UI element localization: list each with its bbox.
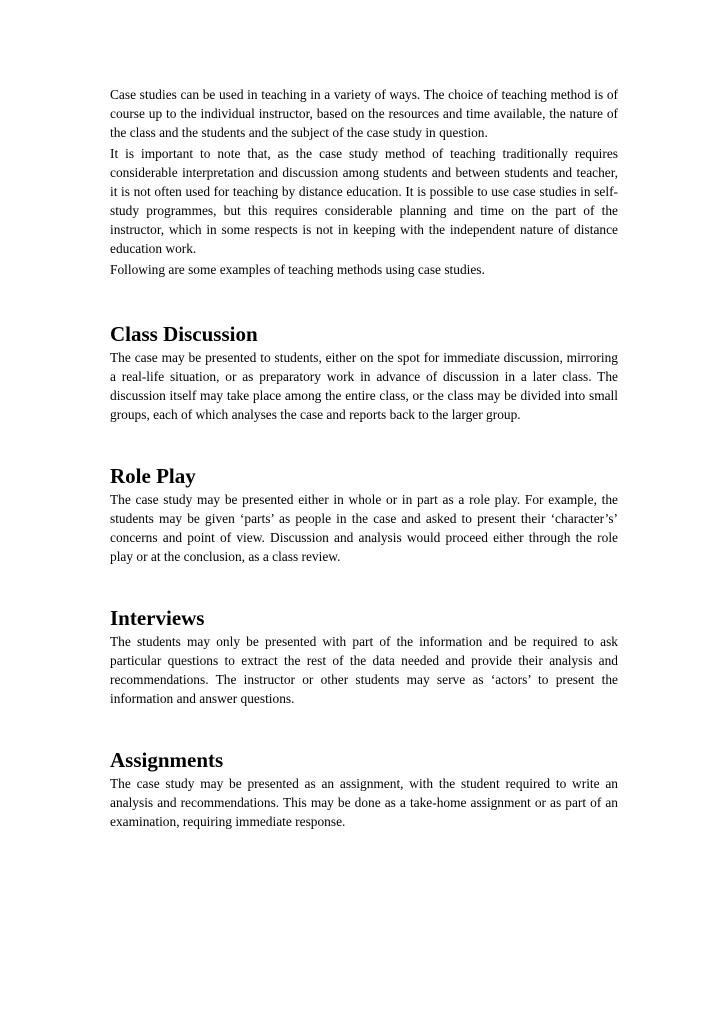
intro-paragraph: It is important to note that, as the case study method of teaching traditionally requires considerable interpretation and discussion among students and between students and teacher, it is not often used for teaching by distance education. It is possible to use case studies in self-study programmes, but this requires considerable planning and time on the part of the instructor, which in some respects is not in keeping with the independent nature of distance education work. [110, 146, 618, 256]
section-interviews [110, 606, 618, 708]
section-assignments [110, 748, 618, 831]
section-heading: Assignments [110, 748, 224, 772]
intro-block [110, 85, 618, 279]
section-heading: Interviews [110, 606, 205, 630]
section-class-discussion [110, 322, 618, 424]
section-body: The case may be presented to students, either on the spot for immediate discussion, mirroring a real-life situation, or as preparatory work in advance of discussion in a later class. The discussion itself may take place among the entire class, or the class may be divided into small groups, each of which analyses the case and reports back to the larger group. [110, 350, 618, 422]
intro-paragraph: Case studies can be used in teaching in a variety of ways. The choice of teaching method is of course up to the individual instructor, based on the resources and time available, the nature of the class and the students and the subject of the case study in question. [110, 87, 618, 140]
section-heading: Role Play [110, 464, 196, 488]
document-page [110, 85, 618, 831]
section-body: The students may only be presented with part of the information and be required to ask particular questions to extract the rest of the data needed and provide their analysis and recommendations. The instructor or other students may serve as ‘actors’ to present the information and answer questions. [110, 634, 618, 706]
intro-paragraph: Following are some examples of teaching methods using case studies. [110, 262, 485, 277]
section-role-play [110, 464, 618, 566]
section-body: The case study may be presented as an assignment, with the student required to write an analysis and recommendations. This may be done as a take-home assignment or as part of an examination, requiring immediate response. [110, 776, 618, 829]
section-body: The case study may be presented either in whole or in part as a role play. For example, the students may be given ‘parts’ as people in the case and asked to present their ‘character’s’ concerns and point of view. Discussion and analysis would proceed either through the role play or at the conclusion, as a class review. [110, 492, 618, 564]
section-heading: Class Discussion [110, 322, 258, 346]
